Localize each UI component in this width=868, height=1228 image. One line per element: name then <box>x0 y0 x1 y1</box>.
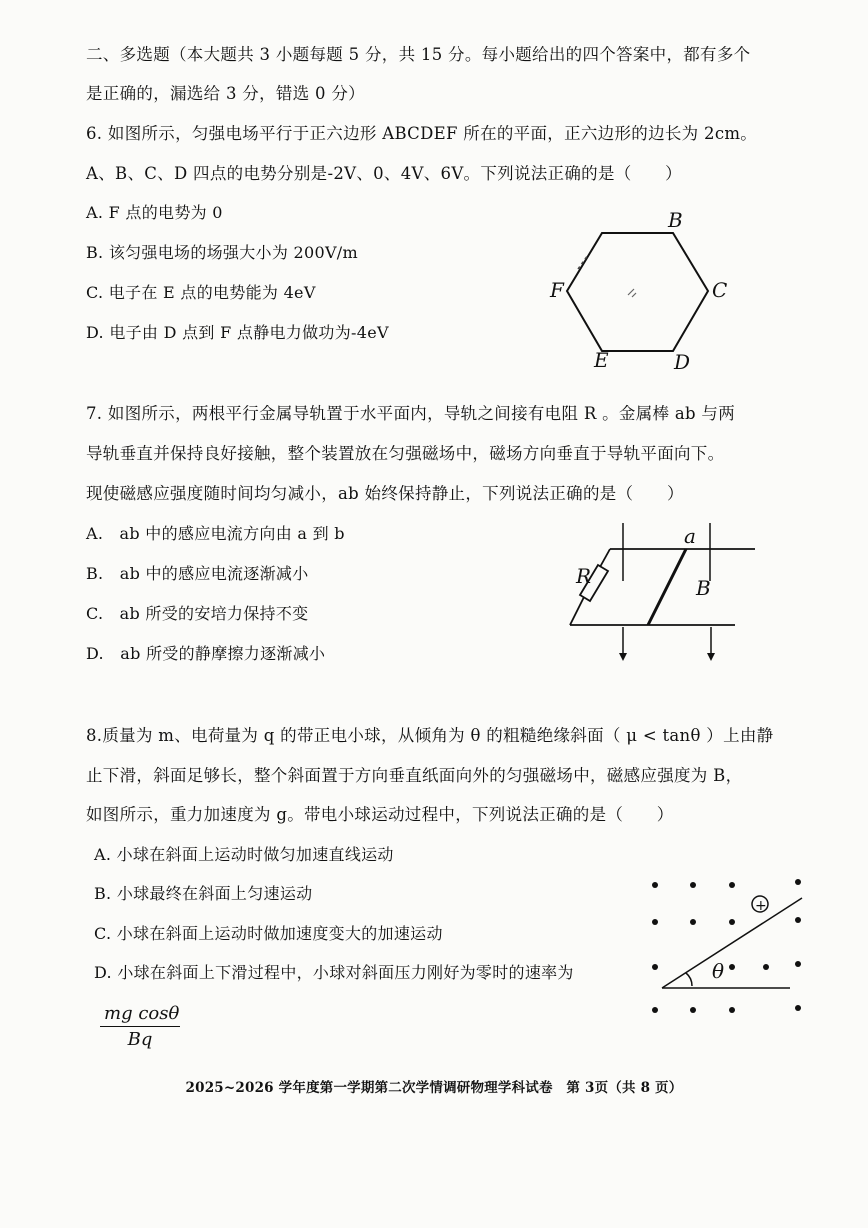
hex-label-d: D <box>674 350 691 374</box>
rail-circuit-diagram <box>560 515 760 665</box>
q8-option-b: B. 小球最终在斜面上匀速运动 <box>94 884 313 903</box>
label-a: a <box>684 524 696 548</box>
incline-surface <box>662 898 802 988</box>
q7-option-d: D. ab 所受的静摩擦力逐渐减小 <box>86 644 326 663</box>
q6-stem-line2: A、B、C、D 四点的电势分别是-2V、0、4V、6V。下列说法正确的是（ ） <box>86 164 682 183</box>
hex-label-c: C <box>712 278 728 302</box>
angle-theta-label: θ <box>712 959 725 983</box>
q8-stem-line3: 如图所示，重力加速度为 g。带电小球运动过程中，下列说法正确的是（ ） <box>86 805 674 824</box>
metal-bar-ab <box>648 549 686 625</box>
q6-option-d: D. 电子由 D 点到 F 点静电力做功为-4eV <box>86 323 389 342</box>
q8-option-c: C. 小球在斜面上运动时做加速度变大的加速运动 <box>94 924 443 943</box>
section-instructions-line2: 是正确的，漏选给 3 分，错选 0 分） <box>86 84 365 103</box>
q7-stem-line1: 7. 如图所示，两根平行金属导轨置于水平面内，导轨之间接有电阻 R 。金属棒 ab 与两 <box>86 404 735 423</box>
fraction-denominator: Bq <box>127 1029 153 1050</box>
label-r: R <box>576 564 592 588</box>
q6-stem-line1: 6. 如图所示，匀强电场平行于正六边形 ABCDEF 所在的平面，正六边形的边长为 2cm。 <box>86 124 758 143</box>
q8-option-d: D. 小球在斜面上下滑过程中，小球对斜面压力刚好为零时的速率为 <box>94 963 574 982</box>
q6-option-b: B. 该匀强电场的场强大小为 200V/m <box>86 243 358 262</box>
incline-magnetic-diagram <box>640 870 820 1020</box>
left-wire-bottom <box>570 597 584 625</box>
page-footer: 2025~2026 学年度第一学期第二次学情调研物理学科试卷 第 3页（共 8 页） <box>185 1080 683 1096</box>
left-wire-top <box>600 549 610 567</box>
q6-option-c: C. 电子在 E 点的电势能为 4eV <box>86 283 316 302</box>
hex-label-b: B <box>668 208 683 232</box>
field-arrowhead-1 <box>619 653 627 661</box>
q7-option-c: C. ab 所受的安培力保持不变 <box>86 604 309 623</box>
q6-option-a: A. F 点的电势为 0 <box>86 203 223 222</box>
q7-option-a: A. ab 中的感应电流方向由 a 到 b <box>86 524 345 543</box>
pencil-mark <box>578 255 588 269</box>
center-mark <box>628 289 636 297</box>
hexagon-diagram <box>540 205 740 375</box>
hexagon-shape <box>567 233 708 351</box>
field-arrowhead-2 <box>707 653 715 661</box>
q7-stem-line3: 现使磁感应强度随时间均匀减小，ab 始终保持静止，下列说法正确的是（ ） <box>86 484 684 503</box>
hex-label-f: F <box>550 278 564 302</box>
q8-option-a: A. 小球在斜面上运动时做匀加速直线运动 <box>94 845 394 864</box>
fraction-numerator: mg cosθ <box>100 1003 180 1027</box>
q7-stem-line2: 导轨垂直并保持良好接触，整个装置放在匀强磁场中，磁场方向垂直于导轨平面向下。 <box>86 444 725 463</box>
q8-stem-line2: 止下滑，斜面足够长，整个斜面置于方向垂直纸面向外的匀强磁场中，磁感应强度为 B， <box>86 766 743 785</box>
q8-stem-line1: 8.质量为 m、电荷量为 q 的带正电小球，从倾角为 θ 的粗糙绝缘斜面（ μ < tanθ ）上由静 <box>86 726 774 745</box>
label-b-field: B <box>696 576 711 600</box>
hex-label-e: E <box>594 348 609 372</box>
answer-fraction <box>100 1003 180 1050</box>
angle-arc <box>686 973 692 986</box>
section-instructions-line1: 二、多选题（本大题共 3 小题每题 5 分，共 15 分。每小题给出的四个答案中，都有多个 <box>86 45 751 64</box>
q7-option-b: B. ab 中的感应电流逐渐减小 <box>86 564 309 583</box>
positive-charge-icon: + <box>755 898 767 914</box>
